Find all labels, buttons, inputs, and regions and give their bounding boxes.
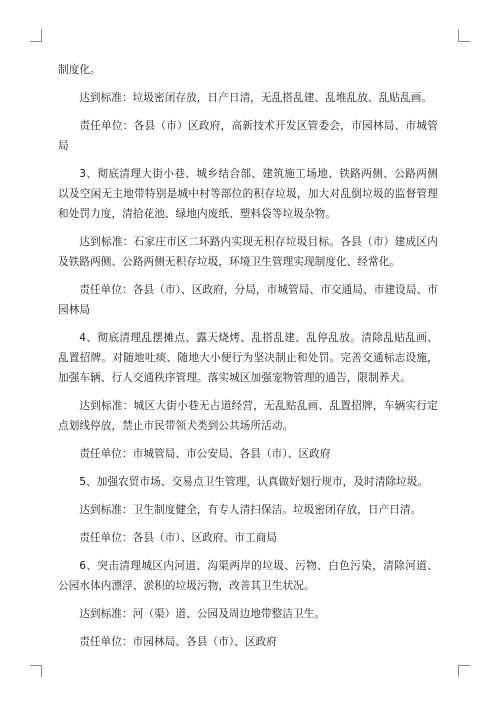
paragraph: 4、彻底清理乱摆摊点、露天烧烤、乱搭乱建、乱停乱放。清除乱贴乱画、乱置招牌。对随地吐痰、随地大小便行为坚决制止和处罚。完善交通标志设施，加强车辆、行人交通秩序管理。落实城区加强宠物管理的通告，限制养犬。 [58, 332, 438, 384]
paragraph: 制度化。 [58, 64, 101, 76]
paragraph: 责任单位：各县（市）、区政府，分局，市城管局、市交通局、市建设局、市园林局 [58, 284, 438, 316]
crop-mark-top-right-h [458, 41, 470, 42]
paragraph: 责任单位：市城管局、市公安局、各县（市）、区政府 [79, 448, 331, 460]
paragraph: 达到标准：城区大街小巷无占道经营，无乱贴乱画、乱置招牌，车辆实行定点划线停放，禁止市民带领犬类到公共场所活动。 [58, 400, 438, 432]
paragraph: 5、加强农贸市场、交易点卫生管理，认真做好划行规市，及时清除垃圾。 [79, 476, 429, 488]
crop-mark-top-right-v [458, 29, 459, 41]
paragraph: 达到标准：垃圾密闭存放，日产日清，无乱搭乱建、乱堆乱放、乱贴乱画。 [79, 92, 433, 104]
crop-mark-top-left-h [30, 41, 42, 42]
document-body [58, 60, 438, 660]
paragraph: 责任单位：各县（市）、区政府、市工商局 [79, 532, 278, 544]
crop-mark-bottom-left-v [41, 665, 42, 677]
paragraph: 3、彻底清理大街小巷、城乡结合部、建筑施工场地、铁路两侧、公路两侧以及空闲无主地带特别是城中村等部位的积存垃圾，加大对乱倒垃圾的监督管理和处罚力度，清拾花池、绿地内废纸、塑料袋等垃圾杂物。 [58, 168, 438, 220]
crop-mark-bottom-right-h [458, 665, 470, 666]
paragraph: 责任单位：各县（市）区政府，高新技术开发区管委会，市园林局、市城管局 [58, 120, 438, 152]
paragraph: 达到标准：河（渠）道、公园及周边地带整洁卫生。 [79, 608, 326, 620]
paragraph: 达到标准：石家庄市区二环路内实现无积存垃圾目标。各县（市）建成区内及铁路两侧、公路两侧无积存垃圾，环境卫生管理实现制度化、经常化。 [58, 236, 438, 268]
crop-mark-top-left-v [41, 29, 42, 41]
paragraph: 6、突击清理城区内河道、沟渠两岸的垃圾、污物、白色污染，清除河道、公园水体内漂浮、淤积的垃圾污物，改善其卫生状况。 [58, 560, 438, 592]
paragraph: 达到标准：卫生制度健全，有专人清扫保洁。垃圾密闭存放，日产日清。 [79, 504, 422, 516]
crop-mark-bottom-right-v [458, 665, 459, 677]
paragraph: 责任单位：市园林局、各县（市）、区政府 [79, 636, 278, 648]
